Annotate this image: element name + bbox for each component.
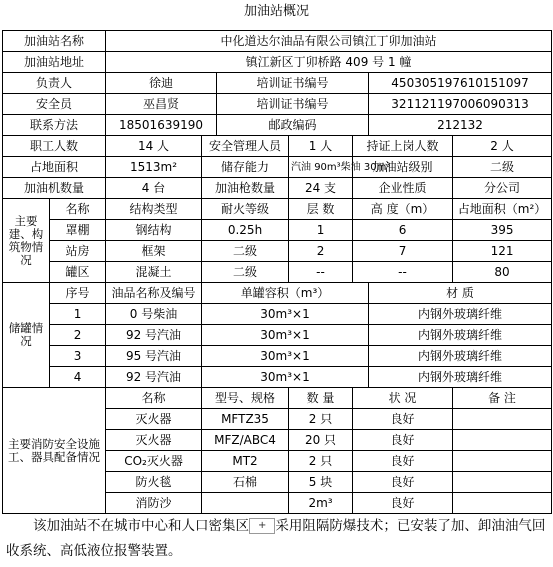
row-manager — [3, 73, 552, 94]
table-cell: 3 — [50, 346, 106, 367]
table-cell: 防火毯 — [106, 472, 202, 493]
table-header: 材 质 — [369, 283, 552, 304]
table-cell: 二级 — [202, 262, 289, 283]
table-header: 名称 — [106, 388, 202, 409]
table-cell: 4 — [50, 367, 106, 388]
row-area — [3, 157, 552, 178]
label-nozzles: 加油枪数量 — [202, 178, 289, 199]
value-safety-managers: 1 人 — [289, 136, 353, 157]
table-cell: 二级 — [202, 241, 289, 262]
table-cell: 80 — [453, 262, 552, 283]
section-tanks-label: 储罐情况 — [3, 283, 50, 388]
table-header: 高 度（m） — [353, 199, 453, 220]
table-cell: 30m³×1 — [202, 367, 369, 388]
table-header: 型号、规格 — [202, 388, 289, 409]
table-cell: 2 只 — [289, 409, 353, 430]
label-safety-officer: 安全员 — [3, 94, 106, 115]
value-certified-staff: 2 人 — [453, 136, 552, 157]
table-cell — [453, 409, 552, 430]
table-cell: 92 号汽油 — [106, 325, 202, 346]
value-grade: 二级 — [453, 157, 552, 178]
value-enterprise-nature: 分公司 — [453, 178, 552, 199]
table-row — [3, 220, 552, 241]
table-cell: 框架 — [106, 241, 202, 262]
table-cell — [453, 451, 552, 472]
table-cell: 消防沙 — [106, 493, 202, 514]
section-buildings-label: 主要建、构筑物情况 — [3, 199, 50, 283]
table-row — [3, 346, 552, 367]
value-station-name: 中化道达尔油品有限公司镇江丁卯加油站 — [106, 31, 552, 52]
value-manager-cert: 450305197610151097 — [369, 73, 552, 94]
station-overview-table — [2, 30, 552, 514]
table-header: 单罐容积（m³） — [202, 283, 369, 304]
table-header: 名称 — [50, 199, 106, 220]
table-header: 状 况 — [353, 388, 453, 409]
table-row — [3, 304, 552, 325]
table-cell: 30m³×1 — [202, 346, 369, 367]
section-fire-safety-label: 主要消防安全设施工、器具配备情况 — [3, 388, 106, 514]
value-dispensers: 4 台 — [106, 178, 202, 199]
table-cell: 6 — [353, 220, 453, 241]
table-cell: 灭火器 — [106, 430, 202, 451]
label-area: 占地面积 — [3, 157, 106, 178]
table-cell: 良好 — [353, 451, 453, 472]
table-cell: 2m³ — [289, 493, 353, 514]
table-cell: 121 — [453, 241, 552, 262]
table-cell: 0.25h — [202, 220, 289, 241]
table-header: 油品名称及编号 — [106, 283, 202, 304]
table-cell — [202, 493, 289, 514]
table-row — [3, 325, 552, 346]
value-contact: 18501639190 — [106, 115, 217, 136]
table-cell: 0 号柴油 — [106, 304, 202, 325]
value-manager: 徐迪 — [106, 73, 217, 94]
table-cell: MFZ/ABC4 — [202, 430, 289, 451]
document-title: 加油站概况 — [243, 4, 309, 19]
table-cell: 2 只 — [289, 451, 353, 472]
table-cell: 1 — [289, 220, 353, 241]
table-cell: 罐区 — [50, 262, 106, 283]
row-dispensers — [3, 178, 552, 199]
table-cell: 内钢外玻璃纤维 — [369, 367, 552, 388]
table-row — [3, 241, 552, 262]
table-row — [3, 367, 552, 388]
table-cell: 2 — [289, 241, 353, 262]
row-fire-header — [3, 388, 552, 409]
value-station-address: 镇江新区丁卯桥路 409 号 1 幢 — [106, 52, 552, 73]
table-cell: 20 只 — [289, 430, 353, 451]
label-enterprise-nature: 企业性质 — [353, 178, 453, 199]
table-header: 结构类型 — [106, 199, 202, 220]
row-safety-officer — [3, 94, 552, 115]
row-staff — [3, 136, 552, 157]
table-header: 备 注 — [453, 388, 552, 409]
table-header: 层 数 — [289, 199, 353, 220]
table-cell — [453, 472, 552, 493]
table-header: 数 量 — [289, 388, 353, 409]
label-certified-staff: 持证上岗人数 — [353, 136, 453, 157]
table-cell: 92 号汽油 — [106, 367, 202, 388]
table-cell: 1 — [50, 304, 106, 325]
label-manager: 负责人 — [3, 73, 106, 94]
label-safety-cert: 培训证书编号 — [217, 94, 369, 115]
label-grade: 加油站级别 — [353, 157, 453, 178]
value-safety-cert: 321121197006090313 — [369, 94, 552, 115]
table-cell: MFTZ35 — [202, 409, 289, 430]
note-paragraph — [6, 514, 549, 564]
table-cell: 30m³×1 — [202, 325, 369, 346]
row-station-address — [3, 52, 552, 73]
row-tanks-header — [3, 283, 552, 304]
table-cell: 内钢外玻璃纤维 — [369, 325, 552, 346]
label-storage: 储存能力 — [202, 157, 289, 178]
table-cell: 混凝土 — [106, 262, 202, 283]
table-cell: 395 — [453, 220, 552, 241]
label-postal: 邮政编码 — [217, 115, 369, 136]
table-cell: 30m³×1 — [202, 304, 369, 325]
table-cell: 灭火器 — [106, 409, 202, 430]
value-area: 1513m² — [106, 157, 202, 178]
label-contact: 联系方法 — [3, 115, 106, 136]
value-safety-officer: 巫昌贤 — [106, 94, 217, 115]
table-cell: 7 — [353, 241, 453, 262]
value-staff: 14 人 — [106, 136, 202, 157]
table-cell: 站房 — [50, 241, 106, 262]
table-row — [3, 262, 552, 283]
table-cell: 良好 — [353, 409, 453, 430]
table-cell: -- — [289, 262, 353, 283]
table-cell: CO₂灭火器 — [106, 451, 202, 472]
table-cell: 内钢外玻璃纤维 — [369, 304, 552, 325]
row-buildings-header — [3, 199, 552, 220]
table-header: 耐火等级 — [202, 199, 289, 220]
table-header: 占地面积（m²） — [453, 199, 552, 220]
table-cell: 良好 — [353, 472, 453, 493]
table-cell — [453, 493, 552, 514]
table-cell: 95 号汽油 — [106, 346, 202, 367]
label-manager-cert: 培训证书编号 — [217, 73, 369, 94]
row-contact — [3, 115, 552, 136]
table-cell: 石棉 — [202, 472, 289, 493]
table-cell: -- — [353, 262, 453, 283]
table-cell: 罩棚 — [50, 220, 106, 241]
table-header: 序号 — [50, 283, 106, 304]
table-cell: MT2 — [202, 451, 289, 472]
table-cell: 良好 — [353, 493, 453, 514]
table-cell: 钢结构 — [106, 220, 202, 241]
value-nozzles: 24 支 — [289, 178, 353, 199]
plus-icon: + — [249, 518, 275, 534]
table-cell: 内钢外玻璃纤维 — [369, 346, 552, 367]
value-storage: 汽油 90m³柴油 30m³ — [289, 157, 353, 178]
label-station-name: 加油站名称 — [3, 31, 106, 52]
row-station-name — [3, 31, 552, 52]
note-text-before: 该加油站不在城市中心和人口密集区 — [33, 518, 249, 534]
label-station-address: 加油站地址 — [3, 52, 106, 73]
table-cell: 2 — [50, 325, 106, 346]
value-postal: 212132 — [369, 115, 552, 136]
table-cell: 良好 — [353, 430, 453, 451]
table-cell — [453, 430, 552, 451]
label-dispensers: 加油机数量 — [3, 178, 106, 199]
label-staff: 职工人数 — [3, 136, 106, 157]
label-safety-managers: 安全管理人员 — [202, 136, 289, 157]
note-text-after: 采用阻隔防爆技术；已安装了加、卸油油气回收系统、高低液位报警装置。 — [6, 518, 546, 559]
table-cell: 5 块 — [289, 472, 353, 493]
